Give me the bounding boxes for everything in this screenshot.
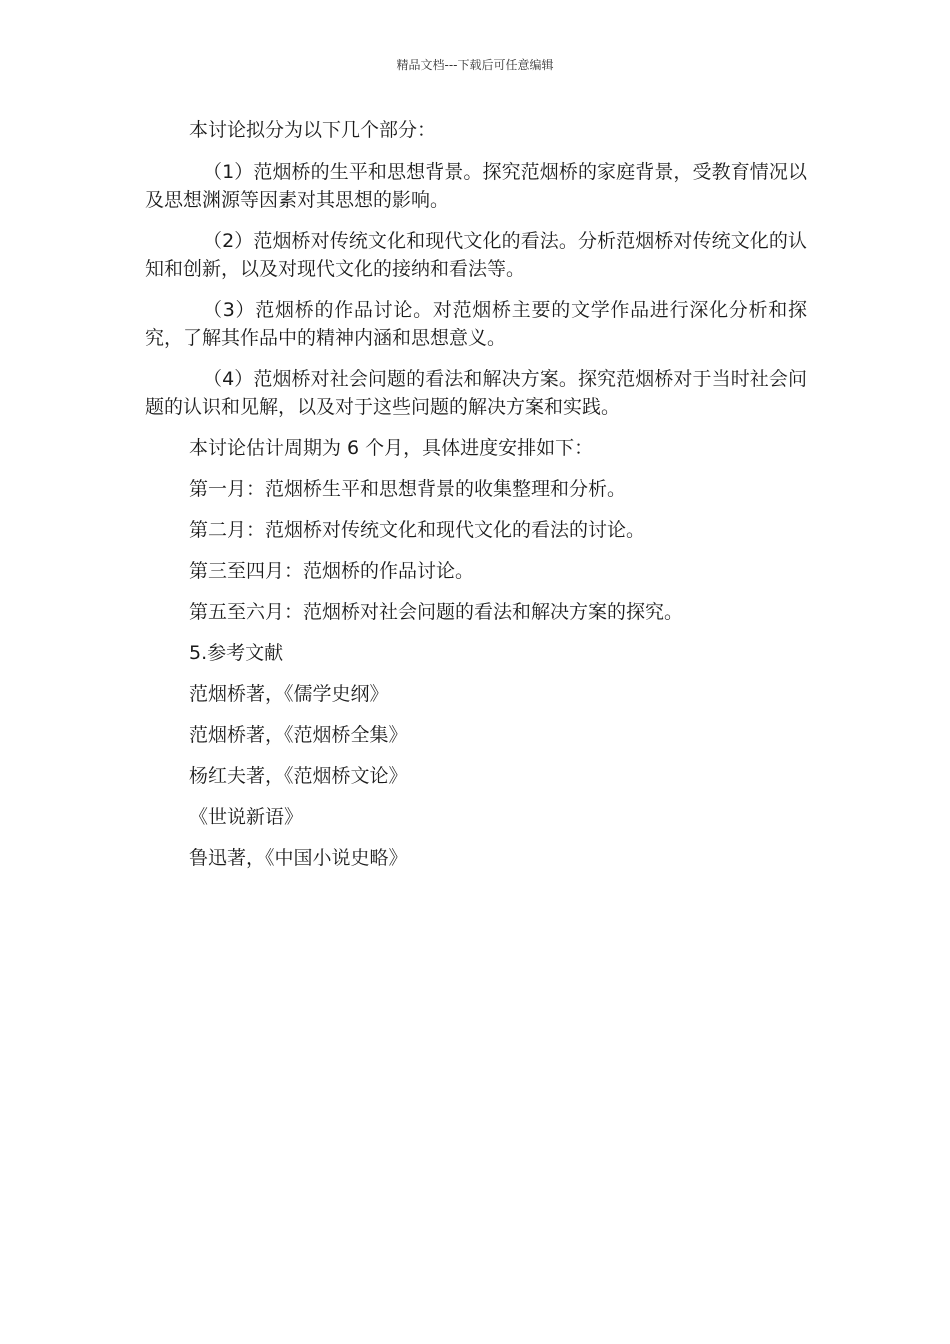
reference-item: 范烟桥著，《范烟桥全集》 — [189, 724, 408, 746]
section-item-2: （2）范烟桥对传统文化和现代文化的看法。分析范烟桥对传统文化的认知和创新，以及对现代文化的接纳和看法等。 — [145, 230, 807, 280]
intro-paragraph: 本讨论拟分为以下几个部分： — [189, 119, 437, 141]
reference-item: 范烟桥著，《儒学史纲》 — [189, 683, 389, 705]
document-body — [145, 116, 807, 885]
schedule-month-3-4: 第三至四月：范烟桥的作品讨论。 — [189, 560, 475, 582]
schedule-month-5-6: 第五至六月：范烟桥对社会问题的看法和解决方案的探究。 — [189, 601, 684, 623]
section-item-4: （4）范烟桥对社会问题的看法和解决方案。探究范烟桥对于当时社会问题的认识和见解，以及对于这些问题的解决方案和实践。 — [145, 368, 807, 418]
schedule-month-1: 第一月：范烟桥生平和思想背景的收集整理和分析。 — [189, 478, 627, 500]
section-item-1: （1）范烟桥的生平和思想背景。探究范烟桥的家庭背景，受教育情况以及思想渊源等因素对其思想的影响。 — [145, 161, 807, 211]
page-header: 精品文档---下载后可任意编辑 — [396, 58, 554, 72]
reference-item: 杨红夫著，《范烟桥文论》 — [189, 765, 408, 787]
references-heading: 5.参考文献 — [189, 642, 284, 664]
section-item-3: （3）范烟桥的作品讨论。对范烟桥主要的文学作品进行深化分析和探究，了解其作品中的精神内涵和思想意义。 — [145, 299, 807, 349]
reference-item: 《世说新语》 — [189, 806, 304, 828]
reference-item: 鲁迅著，《中国小说史略》 — [189, 847, 408, 869]
schedule-intro: 本讨论估计周期为 6 个月，具体进度安排如下： — [189, 437, 594, 459]
schedule-month-2: 第二月：范烟桥对传统文化和现代文化的看法的讨论。 — [189, 519, 646, 541]
